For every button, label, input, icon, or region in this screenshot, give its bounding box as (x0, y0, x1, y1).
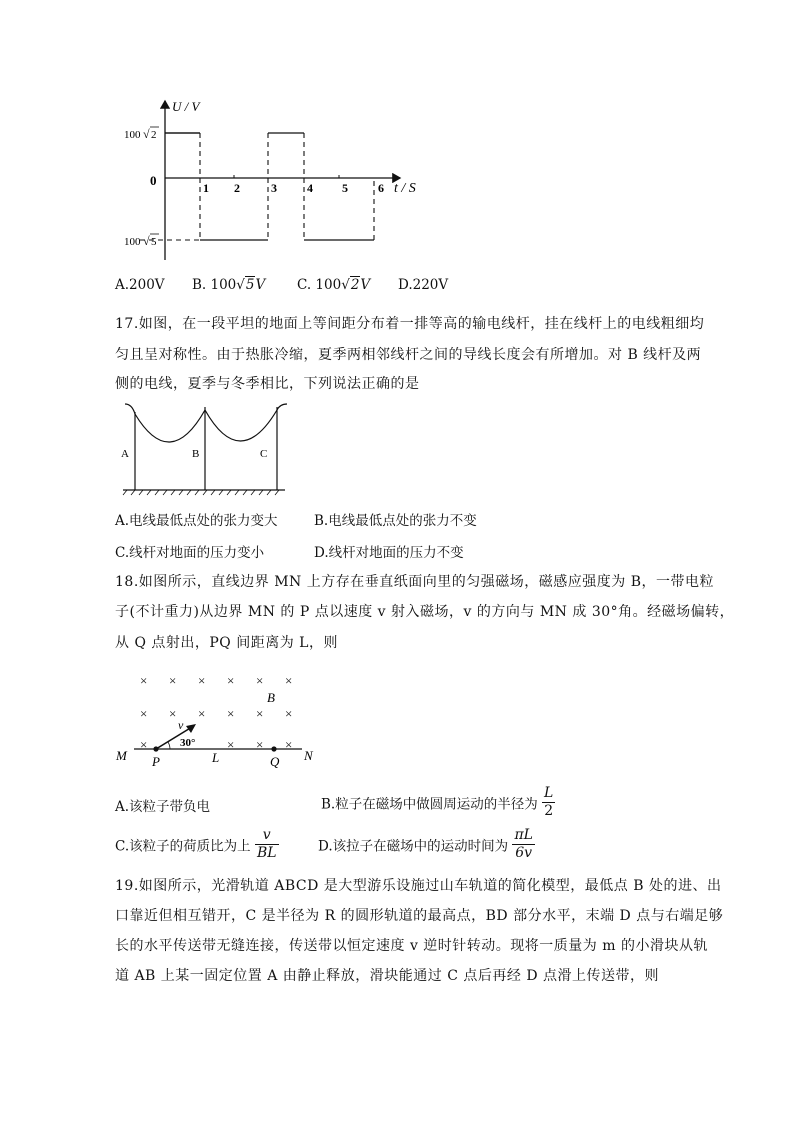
ground-hatch (123, 490, 279, 495)
q19-line: 长的水平传送带无缝连接，传送带以恒定速度 v 逆时针转动。现将一质量为 m 的小滑块从轨 (115, 938, 708, 954)
waveform-dashed (140, 133, 374, 240)
field-crosses (140, 673, 292, 752)
y-bottom-coef: 100 (124, 236, 141, 248)
svg-text:×: × (227, 737, 235, 752)
y-top-coef: 100 (124, 129, 141, 141)
q18-line: 从 Q 点射出，PQ 间距离为 L，则 (115, 635, 338, 651)
magnetic-field-figure (110, 665, 330, 770)
label-b: B (267, 690, 275, 705)
label-q: Q (270, 754, 280, 769)
label-l: L (212, 750, 220, 765)
angle-arc (168, 742, 170, 749)
y-bottom-rad-sign: √ (143, 234, 150, 248)
q18-option-d: D.该拉子在磁场中的运动时间为 $\frac{\pi L}{6v}$ (318, 827, 533, 861)
wire (125, 404, 287, 442)
y-axis-label: U / V (172, 99, 200, 114)
q16-option-d: D.220V (398, 277, 449, 293)
q17-line: 侧的电线，夏季与冬季相比，下列说法正确的是 (115, 376, 420, 392)
svg-text:×: × (140, 706, 148, 721)
q16-option-a: A.200V (115, 277, 165, 293)
voltage-time-graph (110, 95, 430, 265)
svg-text:×: × (285, 673, 293, 688)
q18-option-c: C.该粒子的荷质比为上 $\frac{v}{BL}$ (115, 827, 277, 861)
q17-option-d: D.线杆对地面的压力不变 (314, 545, 464, 561)
time-fraction: $\frac{\pi L}{6v}$ (514, 827, 533, 861)
q17-option-b: B.电线最低点处的张力不变 (314, 513, 477, 529)
svg-text:×: × (169, 673, 177, 688)
y-top-rad: 2 (151, 129, 157, 141)
q19-line: 19.如图所示，光滑轨道 ABCD 是大型游乐设施过山车轨道的简化模型，最低点 B 处的进、出 (115, 878, 722, 894)
point-q (271, 746, 276, 751)
q16-option-c: C. 100√2V (297, 277, 371, 293)
x-tick-label: 3 (271, 181, 277, 195)
svg-text:×: × (140, 737, 148, 752)
q18-line: 子(不计重力)从边界 MN 的 P 点以速度 v 射入磁场，v 的方向与 MN 成 30°角。经磁场偏转， (115, 604, 735, 620)
x-tick-label: 5 (342, 181, 348, 195)
svg-text:×: × (227, 673, 235, 688)
pole-c-label: C (260, 448, 268, 460)
svg-text:×: × (256, 673, 264, 688)
q18-option-a: A.该粒子带负电 (115, 799, 211, 815)
x-tick-label: 1 (203, 181, 209, 195)
q18-line: 18.如图所示，直线边界 MN 上方存在垂直纸面向里的匀强磁场，磁感应强度为 B，一带电粒 (115, 574, 714, 590)
svg-text:×: × (169, 706, 177, 721)
q17-line: 17.如图，在一段平坦的地面上等间距分布着一排等高的输电线杆，挂在线杆上的电线粗细均 (115, 316, 705, 332)
q17-option-a: A.电线最低点处的张力变大 (115, 513, 278, 529)
q17-line: 匀且呈对称性。由于热胀冷缩，夏季两相邻线杆之间的导线长度会有所增加。对 B 线杆及两 (115, 347, 702, 363)
svg-text:×: × (285, 706, 293, 721)
x-tick-label: 4 (307, 181, 313, 195)
origin-label: 0 (150, 173, 157, 188)
radius-fraction: $\frac{L}{2}$ (544, 785, 554, 819)
svg-text:×: × (256, 706, 264, 721)
svg-text:×: × (256, 737, 264, 752)
charge-mass-fraction: $\frac{v}{BL}$ (256, 827, 277, 861)
pole-a-label: A (121, 448, 129, 460)
x-axis-label: t / S (394, 181, 416, 196)
q18-option-b: B.粒子在磁场中做圆周运动的半径为 $\frac{L}{2}$ (321, 785, 554, 819)
q19-line: 道 AB 上某一固定位置 A 由静止释放，滑块能通过 C 点后再经 D 点滑上传送带，则 (115, 968, 660, 984)
x-tick-label: 6 (378, 181, 384, 195)
label-n: N (304, 748, 313, 763)
svg-text:×: × (198, 706, 206, 721)
svg-text:×: × (285, 737, 293, 752)
y-bottom-rad: 5 (151, 236, 157, 248)
svg-text:×: × (198, 673, 206, 688)
x-tick-label: 2 (234, 181, 240, 195)
svg-text:×: × (227, 706, 235, 721)
label-angle: 30° (180, 737, 196, 749)
q16-option-b: B. 100√5V (192, 277, 266, 293)
label-v: v (178, 718, 184, 732)
power-line-figure (115, 402, 290, 497)
q19-line: 口靠近但相互错开，C 是半径为 R 的圆形轨道的最高点，BD 部分水平，末端 D 点与右端足够 (115, 908, 724, 924)
q17-option-c: C.线杆对地面的压力变小 (115, 545, 265, 561)
label-p: P (152, 754, 160, 769)
svg-text:×: × (140, 673, 148, 688)
pole-b-label: B (192, 448, 200, 460)
label-m: M (116, 748, 127, 763)
y-top-rad-sign: √ (143, 127, 150, 141)
